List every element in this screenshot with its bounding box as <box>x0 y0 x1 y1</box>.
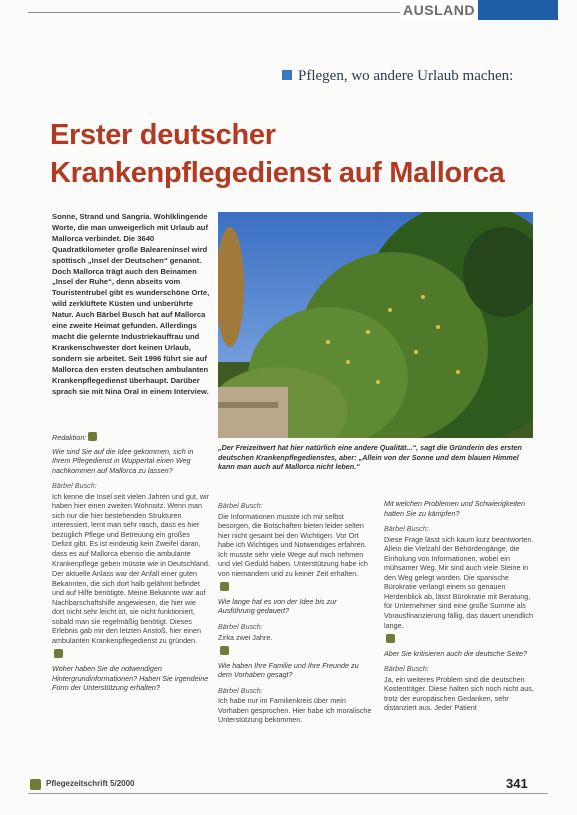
interview-q-icon <box>220 646 229 655</box>
question <box>52 432 210 443</box>
answer-speaker: Bärbel Busch: <box>384 664 429 674</box>
article-title: Erster deutscher Krankenpflegedienst auf Mallorca <box>50 119 505 189</box>
question-text: Wie haben Ihre Familie und Ihre Freunde zu dem Vorhaben gesagt? <box>218 660 359 680</box>
answer-text: Ich habe nur im Familienkreis über mein Vorhaben gesprochen. Hier habe ich moralische Unterstützung bekommen. <box>218 696 372 725</box>
text-column-3 <box>384 495 536 713</box>
garden-photo-illustration <box>218 212 533 438</box>
page-number: 341 <box>506 776 528 791</box>
kicker <box>282 68 513 85</box>
question-text: Woher haben Sie die notwendigen Hintergrundinformationen? Haben Sie irgendeine Form der Unterstützung erhalten? <box>52 664 209 693</box>
answer-text: Zirka zwei Jahre. <box>218 632 273 642</box>
answer-text: Der aktuelle Anlass war der Anfall einer guten Bekannten, die sich dort halb gelähmt befindet und auf Hilfe benötigte. Meine Bekannte war auf Nachbarschaftshilfe angewiesen, die hier wie dort nicht sehr leicht ist, sie nicht funktioniert, sobald man sie regelmäßig benötigt. Dieses Erlebnis gab mir den letzten Anstoß, hier einen ambulanten Krankenpflegedienst zu gründen. <box>52 569 206 645</box>
footer-rule <box>28 793 548 794</box>
question <box>218 582 374 593</box>
bullet-square-icon <box>282 70 292 80</box>
question-text: Mit welchen Problemen und Schwierigkeiten hatten Sie zu kämpfen? <box>384 499 526 518</box>
lead-paragraph: Sonne, Strand und Sangria. Wohlklingende Worte, die man unweigerlich mit Urlaub auf Mallorca verbindet. Die 3640 Quadratkilometer große Baleareninsel wird spöttisch „Insel der Deutschen“ genannt. Doch Mallorca trägt auch den Beinamen „Insel der Ruhe“, denn abseits vom Touristentrubel gibt es wunderschöne Orte, wild zerklüftete Küsten und unberührte Natur. Auch Bärbel Busch hat auf Mallorca eine zweite Heimat gefunden. Allerdings macht die gelernte Industriekauffrau und Krankenschwester dort keinen Urlaub, sondern sie arbeitet. Seit 1996 führt sie auf Mallorca den ersten deutschen ambulanten Krankenpflegedienst überhaupt. Darüber sprach sie mit Nina Oral in einem Interview. <box>52 212 210 396</box>
question-label: Redaktion: <box>52 433 87 442</box>
answer-speaker: Bärbel Busch: <box>218 685 263 695</box>
answer-speaker: Bärbel Busch: <box>218 622 263 632</box>
question <box>52 649 210 660</box>
question-text: Wie sind Sie auf die Idee gekommen, sich in Ihrem Pflegedienst in Wuppertal einen Weg nachkommen auf Mallorca zu lassen? <box>52 446 194 475</box>
text-column-1 <box>52 428 210 693</box>
interview-q-icon <box>54 649 63 658</box>
section-rubric: AUSLAND <box>400 0 478 20</box>
interview-q-icon <box>220 582 229 591</box>
answer-speaker: Bärbel Busch: <box>384 524 429 534</box>
kicker-text: Pflegen, wo andere Urlaub machen: <box>298 68 514 84</box>
text-column-2 <box>218 495 374 725</box>
answer-text: Diese Frage lässt sich kaum kurz beantworten. Allein die Vielzahl der Behördengänge, die Einholung von Informationen, wobei ein mühsamer Weg. Mir sind auch viele Steine in den Weg gelegt worden. Die spanische Bürokratie verlangt einem so genauen Herdenblick ab, lässt Bürokratie mit Beratung, für Unternehmer sind eine große Summe als Vorausfinanzierung fällig, das dauert unendlich lange. <box>384 534 534 630</box>
article-photo <box>218 212 533 438</box>
answer-speaker: Bärbel Busch: <box>52 481 97 491</box>
section-color-bar <box>478 0 558 20</box>
answer-text: Ja, ein weiteres Problem sind die deutschen Kostenträger. Diese halten sich noch nicht aus, trotz der europäischen Gedanken, sehr distanziert aus. Jeder Patient <box>384 674 534 713</box>
photo-caption: „Der Freizeitwert hat hier natürlich eine andere Qualität...“, sagt die Gründerin des ersten deutschen Krankenpflegedienstes, aber: „Allein von der Sonne und dem blauen Himmel kann man auch auf Mallorca nicht leben.“ <box>218 443 522 472</box>
interview-q-icon <box>88 432 97 441</box>
answer-text: Ich kenne die Insel seit vielen Jahren und gut, wir haben hier einen zweiten Wohnsitz. Wenn man sich nur die hier bestehenden Strukturen interessiert, lernt man sehr rasch, dass es hier bezüglich Pflege und Betreuung ein großes Defizit gibt. Es ist eindeutig kein Zweifel daran, dass es auf Mallorca ebenso die ambulante Krankenpflege geben müsste wie in Deutschland. <box>52 491 210 568</box>
answer-text: Die Informationen musste ich mir selbst besorgen, die Botschaften bieten leider selten hier nicht gesamt bei den Wichtigen. Vor Ort habe ich Wichtiges und Notwendiges erfahren. Ich musste sehr viele Wege auf mich nehmen und viel Geduld haben. Unterstützung habe ich von niemandem und zu keiner Zeit erhalten. <box>218 511 368 578</box>
question-text: Wie lange hat es von der Idee bis zur Ausführung gedauert? <box>218 596 337 616</box>
interview-q-icon <box>386 634 395 643</box>
journal-logo-icon <box>30 779 41 790</box>
answer-speaker: Bärbel Busch: <box>218 501 263 510</box>
journal-name: Pflegezeitschrift 5/2000 <box>46 779 135 788</box>
question <box>384 634 536 645</box>
question-text: Aber Sie kritisieren auch die deutsche Seite? <box>384 648 528 658</box>
question <box>218 646 374 657</box>
